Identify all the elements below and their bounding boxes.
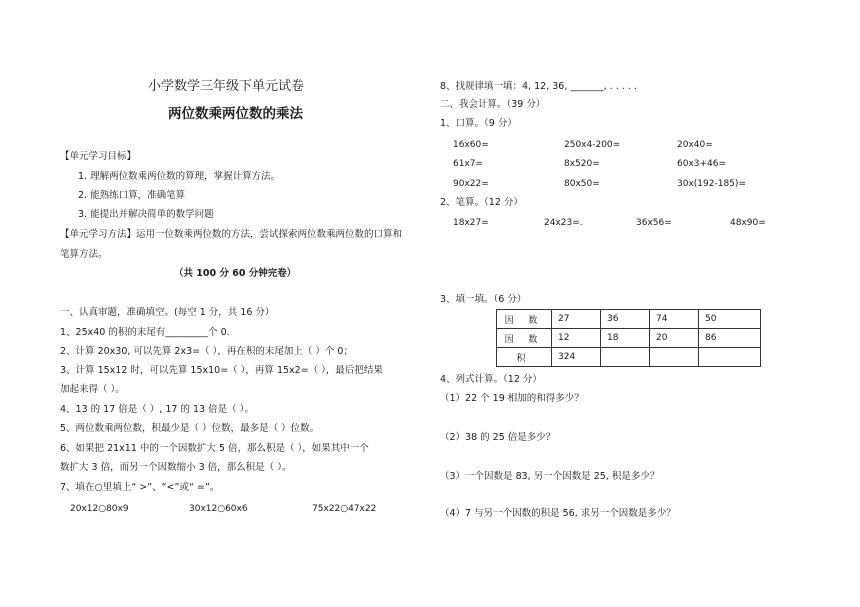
oral-heading: 1、口算。（9 分） (440, 118, 517, 129)
compare-item-3: 75x22○47x22 (312, 504, 377, 514)
section2-heading: 二、我会计算。（39 分） (440, 99, 546, 110)
goal-item-1: 1. 理解两位数乘两位数的算理，掌握计算方法。 (78, 171, 281, 182)
written-3: 36x56= (636, 218, 672, 228)
written-heading: 2、笔算。（12 分） (440, 197, 523, 208)
table-cell: 18 (601, 329, 650, 348)
oral-2-2: 8x520= (564, 159, 600, 169)
table-row-label: 因 数 (497, 310, 552, 329)
table-row (497, 310, 761, 329)
written-2: 24x23=. (544, 218, 583, 228)
list-item-3: （3）一个因数是 83, 另一个因数是 25, 积是多少？ (440, 471, 660, 482)
compare-item-2: 30x12○60x6 (189, 504, 248, 514)
oral-2-3: 60x3+46= (677, 159, 727, 169)
compare-item-1: 20x12○80x9 (70, 504, 129, 514)
list-item-2: （2）38 的 25 倍是多少？ (440, 432, 556, 443)
question-2: 2、计算 20x30, 可以先算 2x3=（ ），再在积的末尾加上（ ）个 0； (60, 346, 353, 357)
written-1: 18x27= (453, 218, 489, 228)
question-6-line-1: 6、如果把 21x11 中的一个因数扩大 5 倍，那么积是（ ），如果其中一个 (60, 443, 369, 454)
methods-line-1: 【单元学习方法】运用一位数乘两位数的方法，尝试探索两位数乘两位数的口算和 (60, 229, 403, 240)
exam-subtitle: 两位数乘两位数的乘法 (168, 106, 303, 122)
oral-3-3: 30x(192-185)= (677, 179, 746, 189)
methods-line-2: 笔算方法。 (60, 249, 108, 260)
question-8: 8、找规律填一填：4, 12, 36, _______, . . . . . (440, 81, 637, 92)
question-3-line-2: 加起来得（ ）。 (60, 384, 125, 395)
goal-item-2: 2. 能熟练口算，准确笔算 (78, 190, 186, 201)
table-cell[interactable]: 324 (552, 348, 601, 367)
oral-3-1: 90x22= (453, 179, 489, 189)
written-4: 48x90= (730, 218, 766, 228)
oral-2-1: 61x7= (453, 159, 484, 169)
goal-item-3: 3. 能提出并解决简单的数学问题 (78, 209, 214, 220)
table-cell: 36 (601, 310, 650, 329)
list-item-1: （1）22 个 19 相加的和得多少？ (440, 393, 584, 404)
question-3-line-1: 3、计算 15x12 时，可以先算 15x10=（ ），再算 15x2=（ ），最后把结果 (60, 365, 383, 376)
question-5: 5、两位数乘两位数，积最少是（ ）位数，最多是（ ）位数。 (60, 423, 320, 434)
table-cell: 27 (552, 310, 601, 329)
factor-table (496, 309, 761, 367)
question-7: 7、填在○里填上“ >”、“<”或“ =”。 (60, 482, 220, 493)
exam-title: 小学数学三年级下单元试卷 (148, 79, 305, 94)
oral-1-1: 16x60= (453, 140, 489, 150)
question-4: 4、13 的 17 倍是（ ）, 17 的 13 倍是（ ）。 (60, 404, 254, 415)
oral-3-2: 80x50= (564, 179, 600, 189)
table-cell: 50 (699, 310, 761, 329)
table-heading: 3、填一填。（6 分） (440, 294, 527, 305)
oral-1-3: 20x40= (677, 140, 713, 150)
table-row-label: 因 数 (497, 329, 552, 348)
list-heading: 4、列式计算。（12 分） (440, 374, 542, 385)
table-row (497, 329, 761, 348)
table-cell: 12 (552, 329, 601, 348)
table-row-label: 积 (497, 348, 552, 367)
score-note: （共 100 分 60 分钟完卷） (174, 268, 297, 279)
table-cell: 74 (650, 310, 699, 329)
section1-heading: 一、认真审题，准确填空。(每空 1 分，共 16 分） (60, 307, 275, 318)
table-row (497, 348, 761, 367)
question-1: 1、25x40 的积的末尾有_________个 0. (60, 327, 230, 338)
table-cell[interactable] (601, 348, 650, 367)
question-6-line-2: 数扩大 3 倍，而另一个因数缩小 3 倍，那么积是（ ）。 (60, 462, 292, 473)
table-cell: 86 (699, 329, 761, 348)
oral-1-2: 250x4-200= (564, 140, 621, 150)
list-item-4: （4）7 与另一个因数的积是 56, 求另一个因数是多少？ (440, 508, 676, 519)
table-cell: 20 (650, 329, 699, 348)
table-cell[interactable] (699, 348, 761, 367)
table-cell[interactable] (650, 348, 699, 367)
goals-heading: 【单元学习目标】 (60, 151, 137, 162)
